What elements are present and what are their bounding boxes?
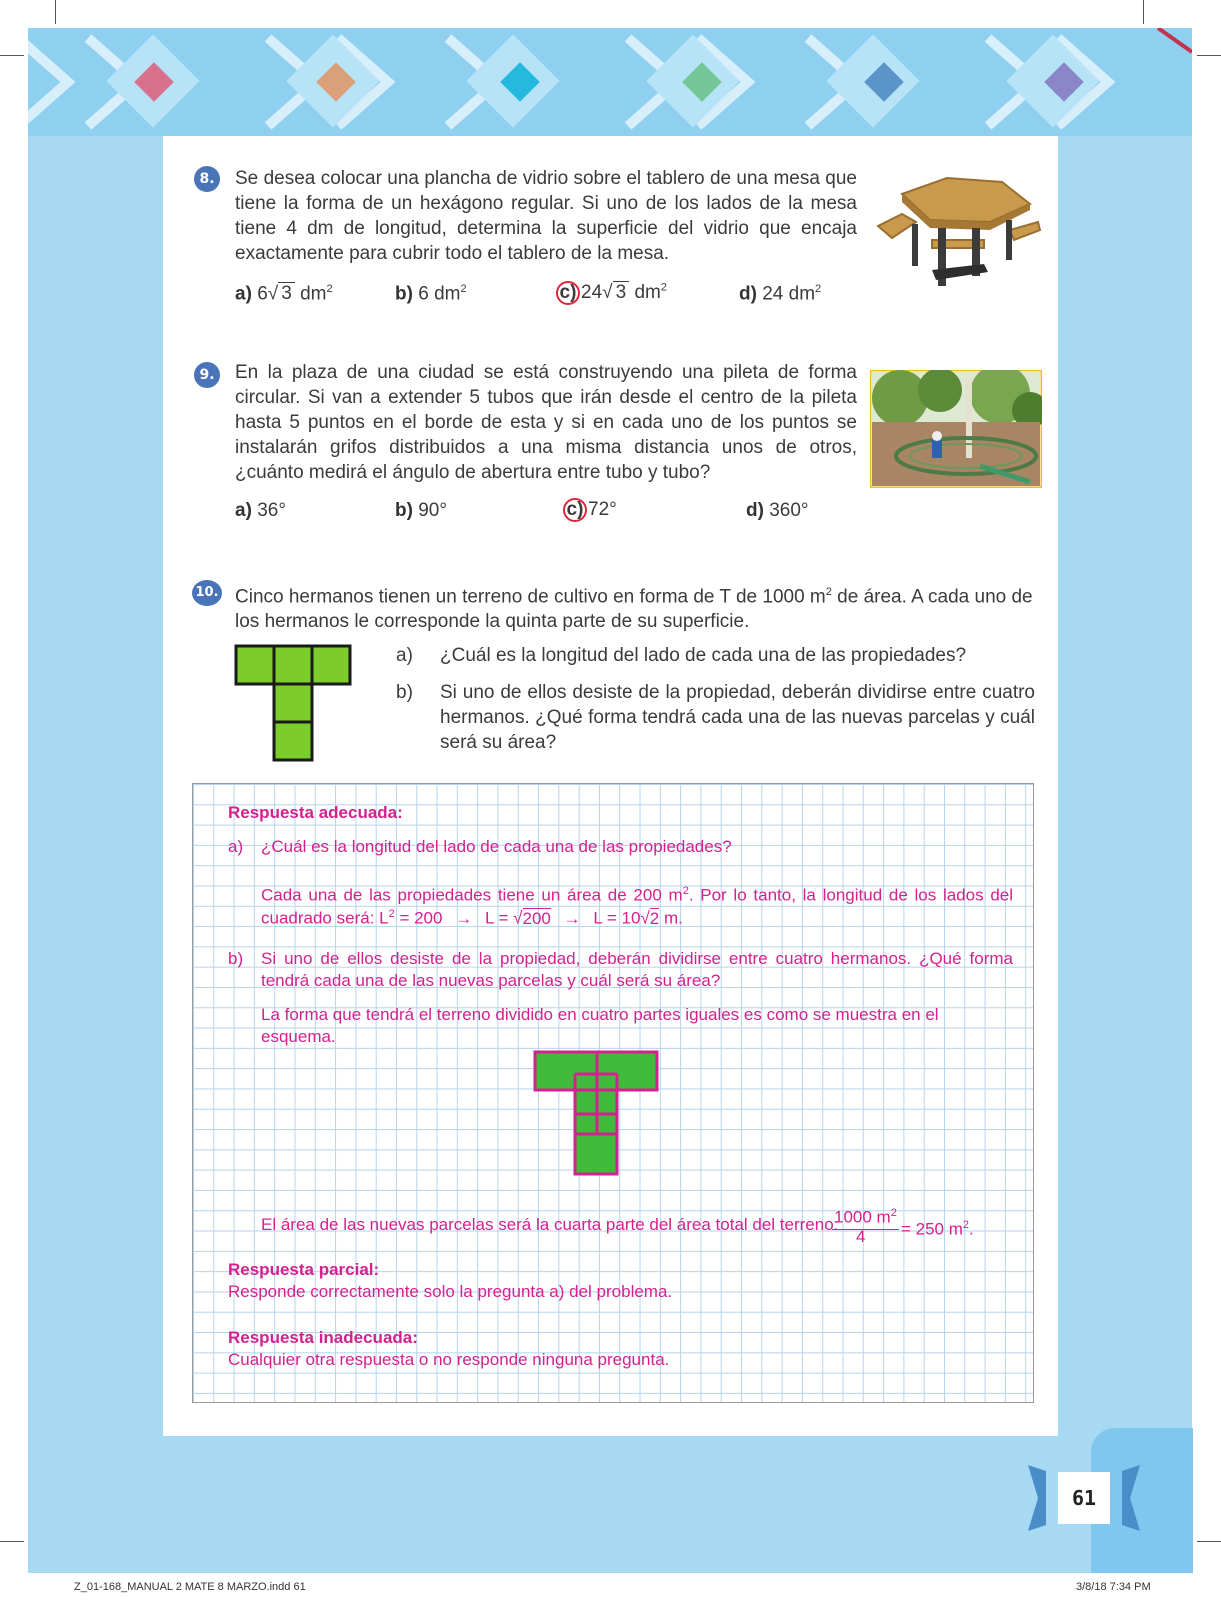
- rubric-b-question: Si uno de ellos desiste de la propiedad, deberán dividirse entre cuatro hermanos. ¿Qué forma tendrá cada una de las nuevas parcelas y cuál será su área?: [261, 949, 1013, 990]
- crop-mark: [1197, 55, 1221, 56]
- subquestion-a-letter: a): [396, 645, 413, 666]
- inadequate-answer-title: Respuesta inadecuada:: [228, 1328, 418, 1347]
- question-10-text: Cinco hermanos tienen un terreno de cultivo en forma de T de 1000 $m^2$ de área. A cada uno de los hermanos le corresponde la quinta parte de su superficie.: [235, 586, 1033, 633]
- crop-mark: [1197, 1541, 1221, 1542]
- chevron-pattern: [28, 28, 1192, 136]
- sqrt-icon: √: [640, 908, 650, 928]
- footer-file-info: Z_01-168_MANUAL 2 MATE 8 MARZO.indd 61: [74, 1581, 306, 1593]
- option-d: d) 24 $dm^2$: [739, 283, 822, 305]
- option-a: a) 6√ 3 $dm^2$: [235, 283, 333, 305]
- t-shaped-land-figure: [234, 644, 354, 762]
- arrow-right-icon: →: [563, 908, 581, 928]
- option-d: d) 360°: [746, 500, 809, 521]
- option-a: a) 36°: [235, 500, 286, 521]
- question-number-badge: 10.: [192, 580, 222, 606]
- decorative-banner: [28, 28, 1192, 136]
- sqrt-icon: √: [513, 908, 523, 928]
- partial-answer-title: Respuesta parcial:: [228, 1260, 380, 1279]
- adequate-answer-title: Respuesta adecuada:: [228, 803, 403, 822]
- subquestion-b: Si uno de ellos desiste de la propiedad, deberán dividirse entre cuatro hermanos. ¿Qué forma tendrá cada una de las nuevas parcelas y cuál será su área?: [440, 682, 1035, 753]
- rubric-a-question: ¿Cuál es la longitud del lado de cada una de las propiedades?: [261, 837, 732, 856]
- crop-mark: [0, 55, 24, 56]
- rubric-a-answer-line1: Cada una de las propiedades tiene un área de 200 $m^2$. Por lo tanto, la longitud de los lados del: [261, 885, 1014, 905]
- question-number-badge: 8.: [194, 166, 220, 192]
- footer-timestamp: 3/8/18 7:34 PM: [1076, 1581, 1151, 1593]
- correct-answer-circle: c): [563, 498, 587, 522]
- t-divided-four-parcels-figure: [533, 1050, 661, 1178]
- option-b: b) 6 $dm^2$: [395, 283, 467, 305]
- option-c-correct: c) 72°: [563, 498, 617, 522]
- rubric-area-text: El área de las nuevas parcelas será la cuarta parte del área total del terreno:: [261, 1215, 839, 1234]
- crop-mark: [1143, 0, 1144, 24]
- question-number-badge: 9.: [194, 362, 220, 388]
- fountain-construction-image: [870, 370, 1042, 488]
- subquestion-b-letter: b): [396, 682, 413, 703]
- arrow-right-icon: →: [455, 908, 473, 928]
- crop-mark: [55, 0, 56, 24]
- option-c-correct: c) 24√ 3 $dm^2$: [556, 281, 667, 305]
- sqrt-icon: √: [267, 283, 279, 305]
- crop-mark: [0, 1541, 24, 1542]
- inadequate-answer-text: Cualquier otra respuesta o no responde ninguna pregunta.: [228, 1350, 670, 1369]
- correct-answer-circle: c): [556, 281, 580, 305]
- partial-answer-text: Responde correctamente solo la pregunta a) del problema.: [228, 1282, 673, 1301]
- area-result: = 250 $m^2$.: [901, 1219, 974, 1239]
- fraction-numerator: 1000 $m^2$: [832, 1202, 899, 1230]
- rubric-b-letter: b): [228, 949, 244, 968]
- question-9-text: En la plaza de una ciudad se está construyendo una pileta de forma circular. Si van a extender 5 tubos que irán desde el centro de la pileta hasta 5 puntos en el borde de esta y si en cada uno de los puntos se instalarán grifos distribuidos a una misma distancia unos de otros, ¿cuánto medirá el ángulo de abertura entre tubo y tubo?: [235, 362, 857, 483]
- question-8-text: Se desea colocar una plancha de vidrio sobre el tablero de una mesa que tiene la forma de un hexágono regular. Si uno de los lados de la mesa tiene 4 dm de longitud, determina la superficie del vidrio que encaja exactamente para cubrir todo el tablero de la mesa.: [235, 168, 857, 264]
- rubric-a-answer-line2: cuadrado será: $L^2 = 200 \to L = √200 \to L = 10√2$ m.: [261, 908, 683, 928]
- subquestion-a: ¿Cuál es la longitud del lado de cada una de las propiedades?: [440, 645, 967, 666]
- sqrt-icon: √: [602, 282, 613, 303]
- hexagonal-picnic-table-image: [872, 164, 1042, 294]
- option-b: b) 90°: [395, 500, 447, 521]
- fraction-denominator: 4: [856, 1227, 866, 1246]
- rubric-a-letter: a): [228, 837, 244, 856]
- rubric-b-answer: La forma que tendrá el terreno dividido en cuatro partes iguales es como se muestra en el esquema.: [261, 1005, 939, 1046]
- page-number: 61: [1058, 1472, 1110, 1524]
